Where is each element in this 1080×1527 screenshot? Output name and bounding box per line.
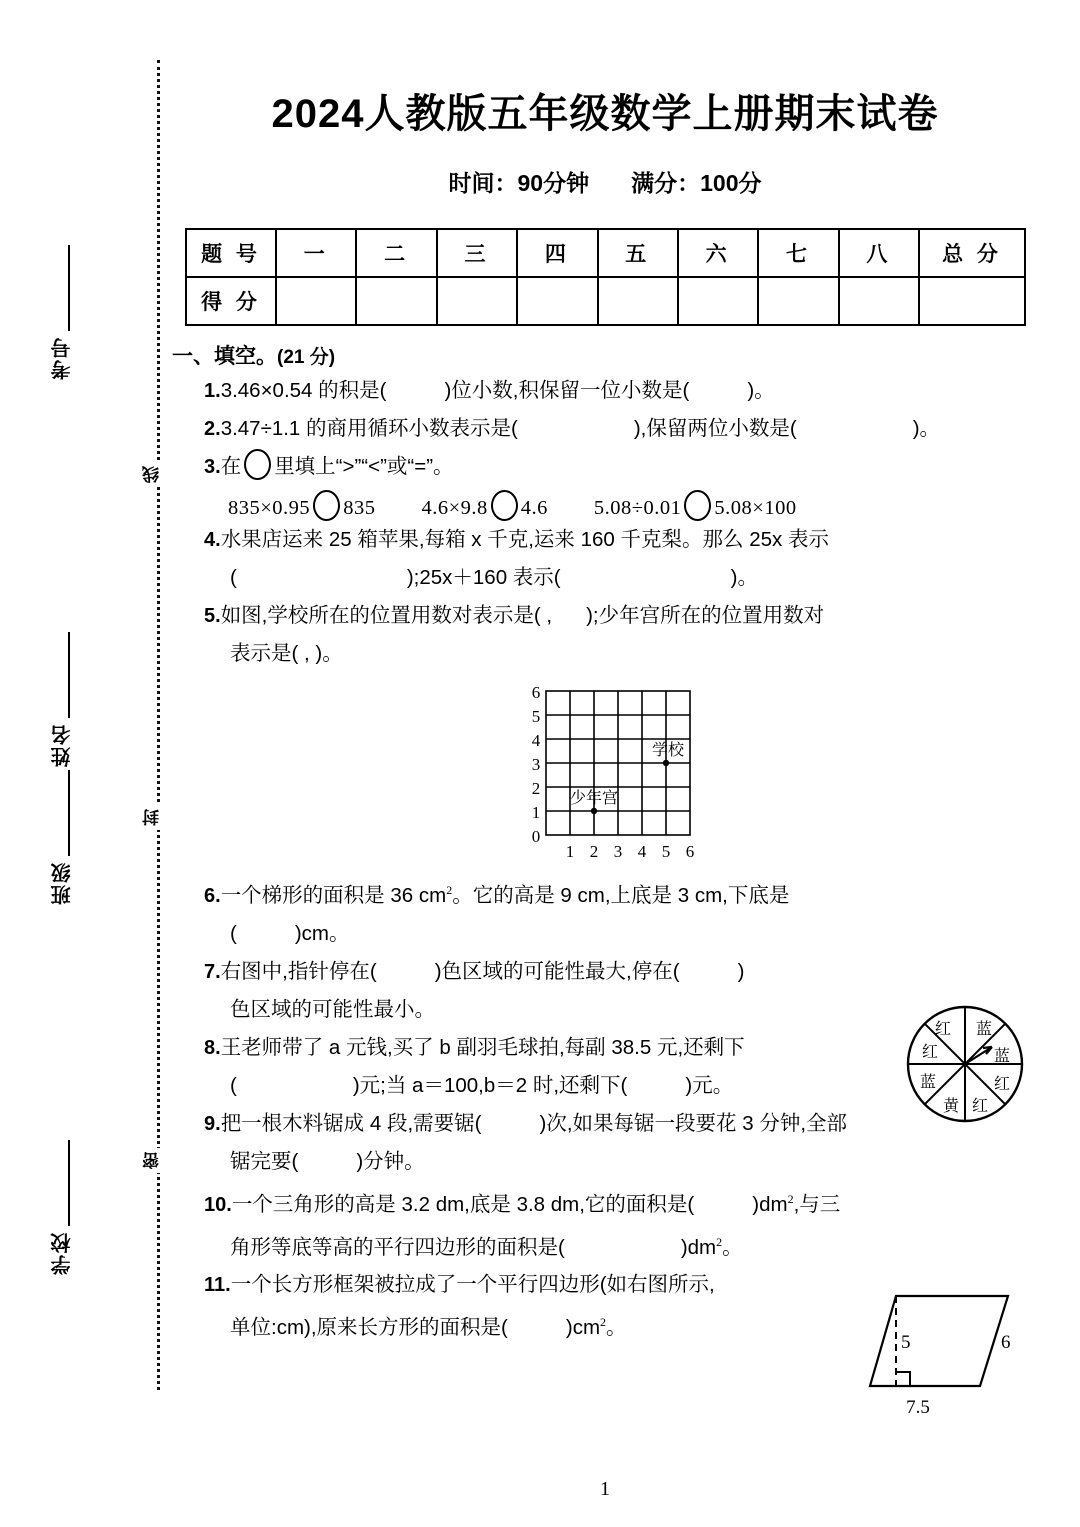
section-name: 填空。 — [214, 345, 277, 368]
score-col-7: 七 — [758, 229, 838, 277]
field-label-xingming: 姓名 — [52, 723, 74, 767]
question-1-text-a: 3.46×0.54 的积是( — [220, 379, 387, 402]
question-5-number: 5. — [204, 605, 221, 627]
x-tick-2: 2 — [589, 842, 599, 861]
question-7-line2: 色区域的可能性最小。 — [230, 997, 435, 1021]
score-row-label-defen: 得 分 — [186, 277, 276, 325]
question-9-number: 9. — [204, 1112, 221, 1135]
question-11-line2-a: 单位:cm),原来长方形的面积是( — [230, 1316, 508, 1340]
question-11-line1: 一个长方形框架被拉成了一个平行四边形(如右图所示, — [230, 1273, 715, 1297]
question-10-sup-1: 2 — [787, 1191, 794, 1206]
point-school — [663, 760, 669, 766]
seal-dotted-line — [157, 60, 160, 1390]
parallelogram-svg — [868, 1288, 1028, 1428]
question-2-text-b: ),保留两位小数是( — [633, 417, 797, 440]
question-11-sup: 2 — [600, 1315, 607, 1330]
field-rule-xingming — [68, 632, 70, 718]
question-11-line2-b: )cm — [565, 1316, 601, 1340]
score-cell-2[interactable] — [356, 277, 436, 325]
parallelogram-height-label: 5 — [901, 1332, 911, 1353]
question-9-line1-b: )次,如果每锯一段要花 3 分钟,全部 — [539, 1111, 848, 1135]
exam-meta — [170, 139, 1040, 198]
question-3-text-a: 在 — [220, 455, 242, 478]
compare-2-right: 4.6 — [520, 497, 548, 519]
compare-1-left: 835×0.95 — [228, 497, 311, 519]
question-6-line1-a: 一个梯形的面积是 36 cm — [220, 883, 447, 907]
question-4-line1: 水果店运来 25 箱苹果,每箱 x 千克,运来 160 千克梨。那么 25x 表示 — [220, 528, 829, 551]
question-8-line2-a: ( — [230, 1073, 237, 1097]
question-1-number: 1. — [204, 380, 221, 402]
question-10-line2-a: 角形等底等高的平行四边形的面积是( — [230, 1235, 565, 1259]
field-rule-kaohao — [68, 245, 70, 331]
question-7-line1-b: )色区域的可能性最大,停在( — [434, 959, 680, 983]
x-tick-6: 6 — [685, 842, 695, 861]
compare-3-right: 5.08×100 — [714, 497, 797, 519]
score-table-wrap — [185, 228, 1026, 326]
spinner-sector-label-1: 蓝 — [975, 1021, 993, 1038]
question-6-line2-a: ( — [230, 921, 237, 945]
field-label-kaohao: 考号 — [52, 336, 74, 380]
score-col-5: 五 — [598, 229, 678, 277]
question-4-line2-a: ( — [230, 566, 237, 589]
y-tick-0: 0 — [531, 827, 541, 846]
question-11-line2-c: 。 — [606, 1316, 627, 1340]
compare-circle-3[interactable] — [684, 490, 711, 521]
seal-char-feng: 封 — [140, 805, 174, 830]
compare-2-left: 4.6×9.8 — [421, 497, 488, 519]
question-3 — [204, 448, 1030, 486]
page-number: 1 — [600, 1478, 610, 1500]
question-4-number: 4. — [204, 529, 221, 551]
question-4-line2-b: );25x＋160 表示( — [406, 566, 561, 589]
spinner-sector-label-4-yellow: 黄 — [942, 1098, 960, 1115]
section-points: (21 分) — [277, 347, 336, 368]
y-tick-2: 2 — [531, 779, 541, 798]
question-9-line1-a: 把一根木料锯成 4 段,需要锯( — [220, 1111, 482, 1135]
parallelogram-figure — [868, 1288, 1028, 1428]
question-6-sup: 2 — [446, 883, 453, 897]
parallelogram-side-label: 6 — [1001, 1332, 1011, 1353]
question-5 — [204, 597, 1030, 635]
score-cell-6[interactable] — [678, 277, 758, 325]
question-10-line2 — [204, 1224, 1030, 1267]
question-9-line2-a: 锯完要( — [230, 1149, 299, 1173]
x-tick-1: 1 — [565, 842, 575, 861]
field-rule-banji — [68, 770, 70, 856]
score-row-label-tihao: 题 号 — [186, 229, 276, 277]
score-cell-total[interactable] — [919, 277, 1025, 325]
question-10 — [204, 1181, 1030, 1224]
score-cell-8[interactable] — [839, 277, 919, 325]
question-1 — [204, 372, 1030, 410]
question-10-line1-b: )dm — [752, 1192, 788, 1216]
question-10-number: 10. — [204, 1193, 232, 1216]
left-margin-column — [0, 0, 170, 1527]
compare-circle-1[interactable] — [313, 490, 340, 521]
compare-1-right: 835 — [343, 497, 376, 519]
question-6-line2 — [204, 915, 1030, 953]
score-col-1: 一 — [276, 229, 356, 277]
spinner-sector-label-4: 红 — [971, 1098, 989, 1115]
question-6-line2-b: )cm。 — [294, 921, 350, 945]
question-4-line2 — [204, 559, 1030, 597]
question-7-number: 7. — [204, 960, 221, 983]
score-cell-1[interactable] — [276, 277, 356, 325]
question-10-line2-c: 。 — [722, 1235, 743, 1259]
coordinate-grid-figure — [510, 683, 700, 868]
field-rule-xuexiao — [68, 1140, 70, 1226]
field-label-xuexiao: 学校 — [52, 1231, 74, 1275]
y-tick-6: 6 — [531, 683, 541, 702]
question-1-text-c: )。 — [747, 379, 775, 402]
question-7-line1-c: ) — [737, 959, 745, 983]
score-col-8: 八 — [839, 229, 919, 277]
compare-circle-inline[interactable] — [244, 449, 271, 480]
question-10-line1-c: ,与三 — [793, 1192, 841, 1216]
score-col-total: 总 分 — [919, 229, 1025, 277]
table-row-header — [186, 229, 1025, 277]
question-3-number: 3. — [204, 456, 221, 478]
x-tick-5: 5 — [661, 842, 671, 861]
question-7-line1-a: 右图中,指针停在( — [220, 959, 377, 983]
question-2-text-a: 3.47÷1.1 的商用循环小数表示是( — [220, 417, 518, 440]
compare-3-left: 5.08÷0.01 — [593, 497, 682, 519]
question-10-line2-b: )dm — [680, 1235, 717, 1259]
y-tick-1: 1 — [531, 803, 541, 822]
question-11-number: 11. — [204, 1274, 231, 1297]
label-youth-palace: 少年宫 — [569, 790, 619, 807]
spinner-sector-label-6: 红 — [921, 1044, 939, 1061]
spinner-sector-label-2: 蓝 — [993, 1048, 1011, 1065]
coordinate-grid-svg — [510, 683, 700, 863]
x-tick-3: 3 — [613, 842, 623, 861]
question-4-line2-c: )。 — [730, 566, 758, 589]
question-5-line2: 表示是( , )。 — [230, 642, 343, 665]
section-heading-fill-in-blank — [172, 340, 1040, 370]
question-6-number: 6. — [204, 884, 221, 907]
x-tick-4: 4 — [637, 842, 647, 861]
seal-char-xian: 线 — [140, 462, 174, 487]
field-label-banji: 班级 — [52, 861, 74, 905]
question-5-line1-b: );少年宫所在的位置用数对 — [586, 604, 825, 627]
parallelogram-base-label: 7.5 — [906, 1397, 930, 1418]
question-2-text-c: )。 — [912, 417, 941, 440]
spinner-sector-label-3: 红 — [993, 1076, 1011, 1093]
question-2 — [204, 410, 1030, 448]
score-col-3: 三 — [437, 229, 517, 277]
point-youth-palace — [591, 808, 597, 814]
spinner-svg — [904, 1003, 1026, 1127]
page-title: 2024人教版五年级数学上册期末试卷 — [271, 92, 939, 136]
question-8-line2-c: )元。 — [685, 1073, 734, 1097]
score-cell-3[interactable] — [437, 277, 517, 325]
spinner-sector-label-7: 红 — [934, 1021, 952, 1038]
exam-sheet — [170, 0, 1040, 1527]
question-5-line1-a: 如图,学校所在的位置用数对表示是( , — [220, 604, 553, 627]
question-10-line1-a: 一个三角形的高是 3.2 dm,底是 3.8 dm,它的面积是( — [231, 1192, 695, 1216]
score-table — [185, 228, 1026, 326]
exam-time-label: 时间：90分钟 — [448, 170, 590, 196]
score-col-2: 二 — [356, 229, 436, 277]
question-9-line2-b: )分钟。 — [356, 1149, 425, 1173]
compare-circle-2[interactable] — [491, 490, 518, 521]
question-1-text-b: )位小数,积保留一位小数是( — [444, 379, 690, 402]
question-8-line2-b: )元;当 a＝100,b＝2 时,还剩下( — [352, 1073, 628, 1097]
y-tick-4: 4 — [531, 731, 541, 750]
question-10-sup-2: 2 — [716, 1234, 723, 1249]
score-cell-4[interactable] — [517, 277, 597, 325]
question-2-number: 2. — [204, 418, 221, 440]
question-6 — [204, 872, 1030, 915]
section-index: 一、 — [172, 345, 214, 368]
question-8-line1: 王老师带了 a 元钱,买了 b 副羽毛球拍,每副 38.5 元,还剩下 — [220, 1035, 745, 1059]
spinner-figure — [904, 1003, 1026, 1127]
y-tick-5: 5 — [531, 707, 541, 726]
score-cell-7[interactable] — [758, 277, 838, 325]
question-7 — [204, 953, 1030, 991]
score-cell-5[interactable] — [598, 277, 678, 325]
question-4 — [204, 521, 1030, 559]
y-tick-3: 3 — [531, 755, 541, 774]
question-3-comparison-row — [228, 490, 1030, 521]
seal-char-mi: 密 — [140, 1148, 174, 1173]
question-6-line1-b: 。它的高是 9 cm,上底是 3 cm,下底是 — [452, 883, 790, 907]
score-col-4: 四 — [517, 229, 597, 277]
question-9-line2 — [204, 1143, 1030, 1181]
question-5-line2 — [204, 635, 1030, 673]
table-row-score — [186, 277, 1025, 325]
score-col-6: 六 — [678, 229, 758, 277]
spinner-sector-label-5: 蓝 — [919, 1074, 937, 1091]
question-3-text-b: 里填上“>”“<”或“=”。 — [274, 455, 454, 478]
exam-fullscore-label: 满分：100分 — [631, 170, 762, 196]
question-8-number: 8. — [204, 1036, 221, 1059]
label-school: 学校 — [651, 742, 685, 759]
